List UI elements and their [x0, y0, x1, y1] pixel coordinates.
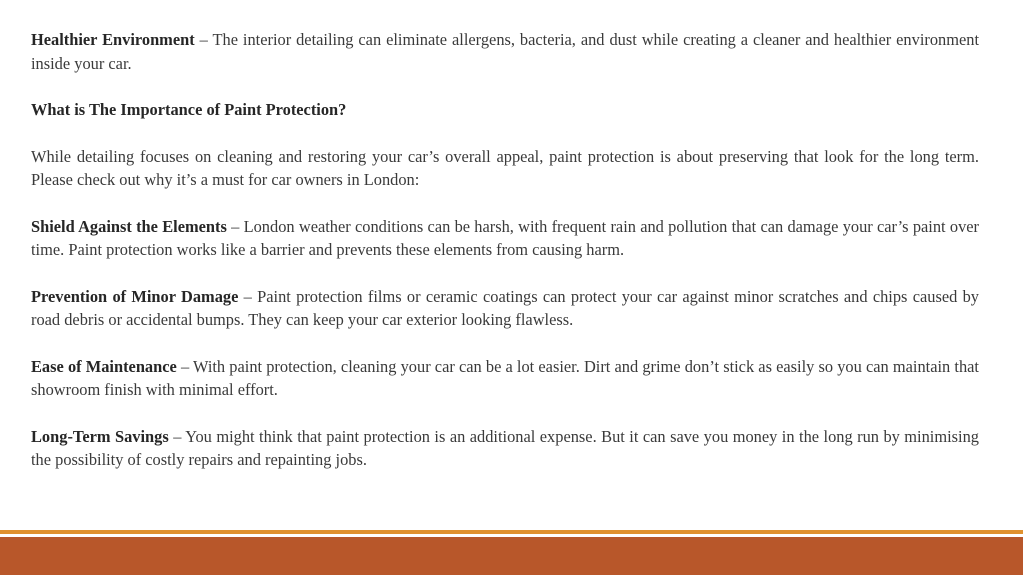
point-title: Shield Against the Elements: [31, 216, 227, 236]
point-text: Paint protection films or ceramic coatings can protect your car against minor scratches and chips caused by road debris or accidental bumps. They can keep your car exterior looking flawless.: [31, 286, 979, 329]
footer-band: [0, 537, 1023, 575]
point-prevention-minor-damage: [31, 285, 979, 332]
point-ease-of-maintenance: [31, 355, 979, 402]
slide-content: [31, 28, 979, 495]
separator: –: [194, 30, 213, 49]
separator: –: [238, 286, 258, 306]
footer-accent-rule: [0, 530, 1023, 534]
point-title: Prevention of Minor Damage: [31, 286, 239, 306]
separator: –: [176, 356, 194, 376]
paragraph-title: Healthier Environment: [31, 30, 195, 49]
point-shield-against-elements: [31, 215, 979, 262]
point-title: Long-Term Savings: [31, 426, 169, 446]
paragraph-text: The interior detailing can eliminate allergens, bacteria, and dust while creating a cleaner and healthier environment inside your car.: [31, 30, 979, 73]
section-heading: What is The Importance of Paint Protection?: [31, 100, 347, 119]
separator: –: [226, 216, 244, 236]
separator: –: [168, 426, 186, 446]
point-text: London weather conditions can be harsh, with frequent rain and pollution that can damage your car’s paint over time. Paint protection works like a barrier and prevents these elements from causing harm.: [31, 216, 979, 259]
point-long-term-savings: [31, 425, 979, 472]
intro-paragraph: While detailing focuses on cleaning and restoring your car’s overall appeal, paint protection is about preserving that look for the long term. Please check out why it’s a must for car owners in London:: [31, 146, 979, 189]
paragraph-healthier-environment: [31, 28, 979, 75]
point-text: With paint protection, cleaning your car can be a lot easier. Dirt and grime don’t stick as easily so you can maintain that showroom finish with minimal effort.: [31, 356, 979, 399]
point-title: Ease of Maintenance: [31, 356, 177, 376]
point-text: You might think that paint protection is an additional expense. But it can save you money in the long run by minimising the possibility of costly repairs and repainting jobs.: [31, 426, 979, 469]
